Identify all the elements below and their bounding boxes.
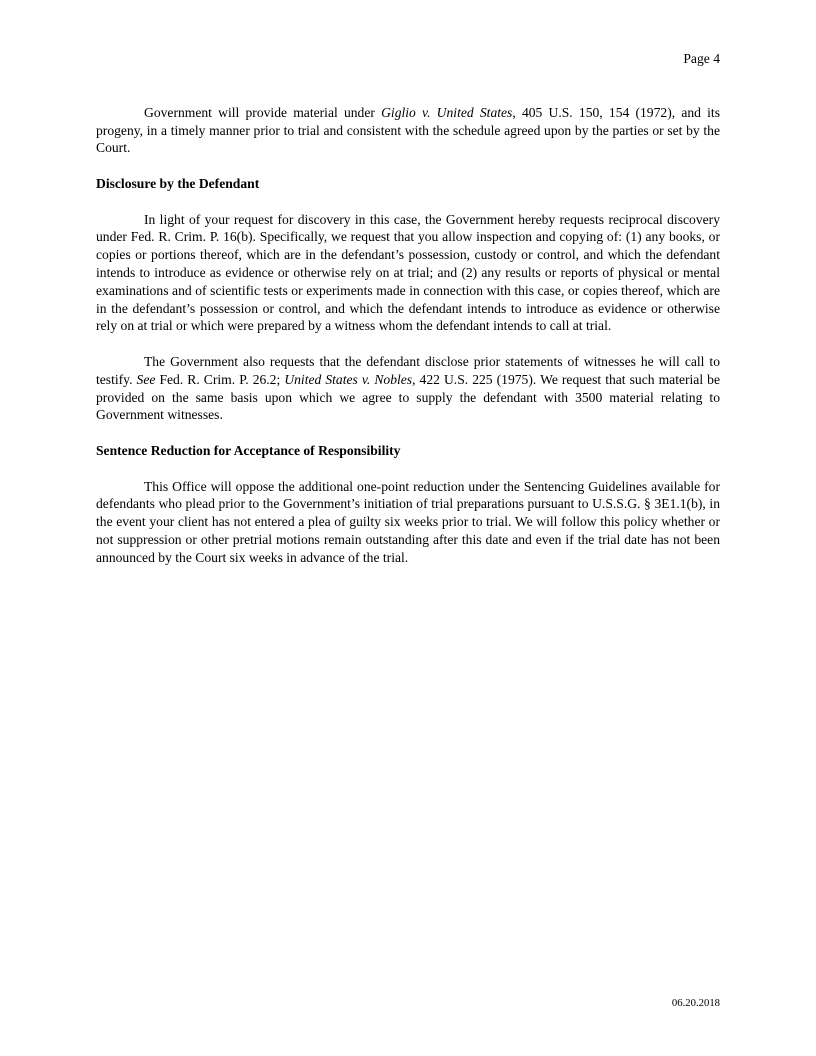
text-run: Fed. R. Crim. P. 26.2; — [155, 371, 285, 387]
page-number: Page 4 — [683, 51, 720, 66]
page-header — [96, 50, 720, 68]
paragraph-witness-statements — [96, 353, 720, 424]
text-run: , 405 U.S. 150, 154 (1972), and its progeny, in a timely manner prior to trial and consistent with the schedule agreed upon by the parties or set by the Court. — [96, 104, 720, 156]
heading-sentence-reduction: Sentence Reduction for Acceptance of Responsibility — [96, 442, 401, 458]
heading-disclosure-by-defendant: Disclosure by the Defendant — [96, 175, 260, 191]
text-run: Government will provide material under — [144, 104, 382, 120]
page-footer — [672, 996, 720, 1010]
case-citation-giglio: Giglio v. United States — [381, 104, 513, 120]
text-run: , 422 U.S. 225 (1975). We request that such material be provided on the same basis upon which we agree to supply the defendant with 3500 material relating to Government witnesses. — [96, 371, 720, 423]
paragraph-sentence-reduction: This Office will oppose the additional one-point reduction under the Sentencing Guidelines available for defendants who plead prior to the Government’s initiation of trial preparations pursuant to U.S.S.G. § 3E1.1(b), in the event your client has not entered a plea of guilty six weeks prior to trial. We will follow this policy whether or not suppression or other pretrial motions remain outstanding after this date and even if the trial date has not been announced by the Court six weeks in advance of the trial. — [96, 478, 720, 565]
case-citation-nobles: United States v. Nobles — [284, 371, 413, 387]
document-body — [96, 104, 720, 567]
paragraph-reciprocal-discovery: In light of your request for discovery in this case, the Government hereby requests reciprocal discovery under Fed. R. Crim. P. 16(b). Specifically, we request that you allow inspection and copying of: (1) any books, or copies or portions thereof, which are in the defendant’s possession, custody or control, and which the defendant intends to introduce as evidence or otherwise rely on at trial; and (2) any results or reports of physical or mental examinations and of scientific tests or experiments made in connection with this case, or copies thereof, which are in the defendant’s possession or control, and which the defendant intends to introduce as evidence or otherwise rely on at trial or which were prepared by a witness whom the defendant intends to call at trial. — [96, 211, 720, 334]
paragraph-giglio — [96, 104, 720, 157]
text-run: The Government also requests that the defendant disclose prior statements of witnesses he will call to testify. — [96, 353, 720, 387]
see-signal: See — [136, 371, 156, 387]
footer-date: 06.20.2018 — [671, 997, 720, 1009]
